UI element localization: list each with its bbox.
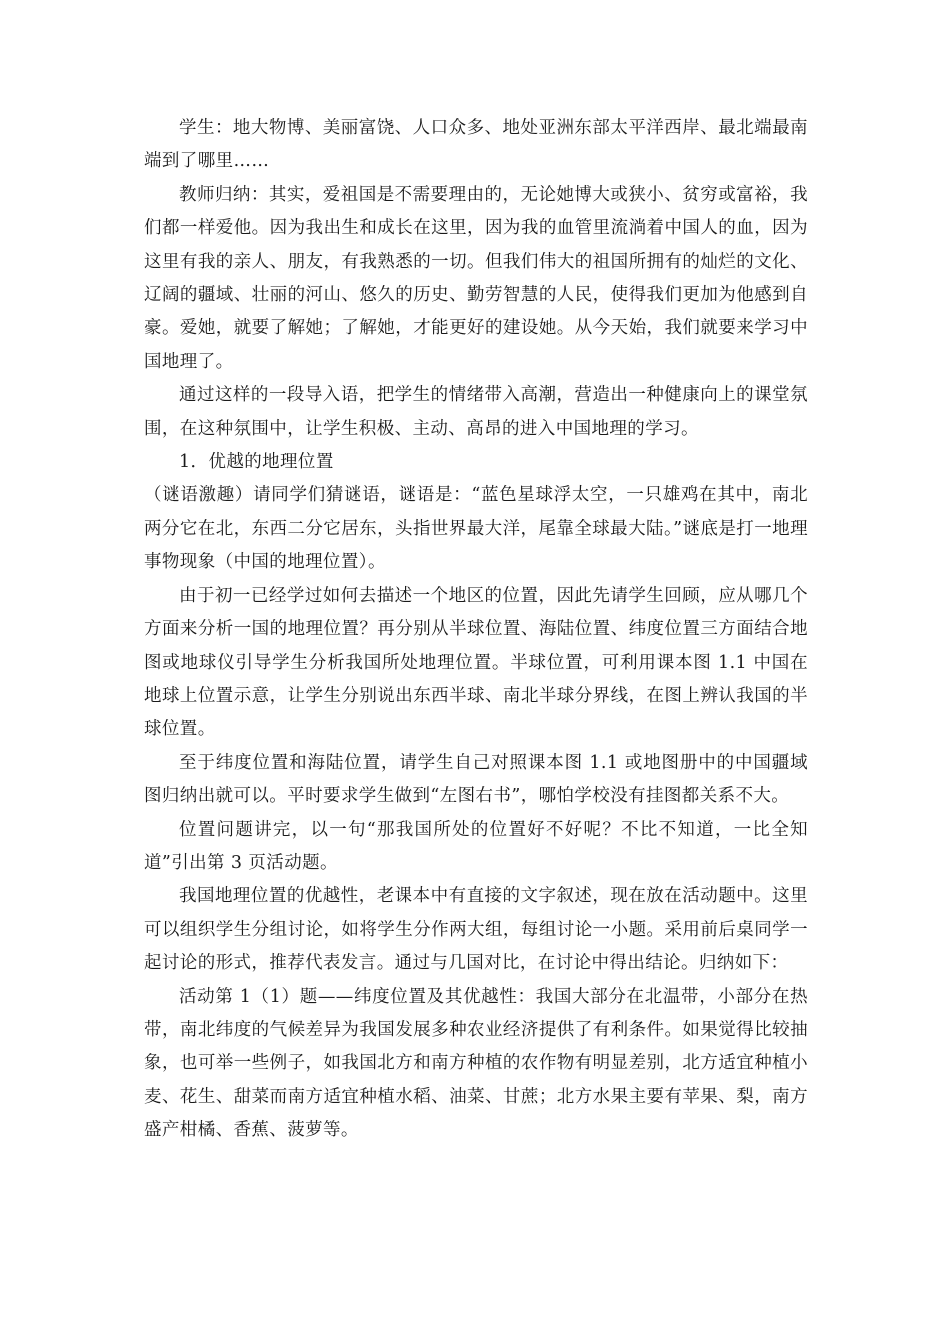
paragraph-teacher-summary: 教师归纳：其实，爱祖国是不需要理由的，无论她博大或狭小、贫穷或富裕，我们都一样爱他。因为我出生和成长在这里，因为我的血管里流淌着中国人的血，因为这里有我的亲人、朋友，有我熟悉的一切。但我们伟大的祖国所拥有的灿烂的文化、辽阔的疆域、壮丽的河山、悠久的历史、勤劳智慧的人民，使得我们更加为他感到自豪。爱她，就要了解她；了解她，才能更好的建设她。从今天始，我们就要来学习中国地理了。 xyxy=(144,184,808,372)
paragraph-student-answer: 学生：地大物博、美丽富饶、人口众多、地处亚洲东部太平洋西岸、最北端最南端到了哪里…… xyxy=(144,118,808,172)
paragraph-activity-1-1: 活动第 1（1）题——纬度位置及其优越性：我国大部分在北温带，小部分在热带，南北纬度的气候差异为我国发展多种农业经济提供了有利条件。如果觉得比较抽象，也可举一些例子，如我国北方和南方种植的农作物有明显差别，北方适宜种植小麦、花生、甜菜而南方适宜种植水稻、油菜、甘蔗；北方水果主要有苹果、梨，南方盛产柑橘、香蕉、菠萝等。 xyxy=(144,986,808,1141)
paragraph-intro-effect: 通过这样的一段导入语，把学生的情绪带入高潮，营造出一种健康向上的课堂氛围，在这种氛围中，让学生积极、主动、高昂的进入中国地理的学习。 xyxy=(144,385,808,439)
paragraph-riddle: （谜语激趣）请同学们猜谜语，谜语是：“蓝色星球浮太空，一只雄鸡在其中，南北两分它在北，东西二分它居东，头指世界最大洋，尾靠全球最大陆。”谜底是打一地理事物现象（中国的地理位置）。 xyxy=(144,485,808,573)
paragraph-advantages-discussion: 我国地理位置的优越性，老课本中有直接的文字叙述，现在放在活动题中。这里可以组织学生分组讨论，如将学生分作两大组，每组讨论一小题。采用前后桌同学一起讨论的形式，推荐代表发言。通过与几国对比，在讨论中得出结论。归纳如下： xyxy=(144,886,808,974)
section-heading-location: 1．优越的地理位置 xyxy=(179,452,334,473)
paragraph-latitude-sea-land: 至于纬度位置和海陆位置，请学生自己对照课本图 1.1 或地图册中的中国疆域图归纳出就可以。平时要求学生做到“左图右书”，哪怕学校没有挂图都关系不大。 xyxy=(144,752,808,807)
paragraph-activity-lead: 位置问题讲完，以一句“那我国所处的位置好不好呢？不比不知道，一比全知道”引出第 3 页活动题。 xyxy=(144,819,808,873)
document-page xyxy=(144,112,808,1148)
paragraph-location-analysis: 由于初一已经学过如何去描述一个地区的位置，因此先请学生回顾，应从哪几个方面来分析一国的地理位置？再分别从半球位置、海陆位置、纬度位置三方面结合地图或地球仪引导学生分析我国所处地理位置。半球位置，可利用课本图 1.1 中国在地球上位置示意，让学生分别说出东西半球、南北半球分界线，在图上辨认我国的半球位置。 xyxy=(144,585,808,740)
